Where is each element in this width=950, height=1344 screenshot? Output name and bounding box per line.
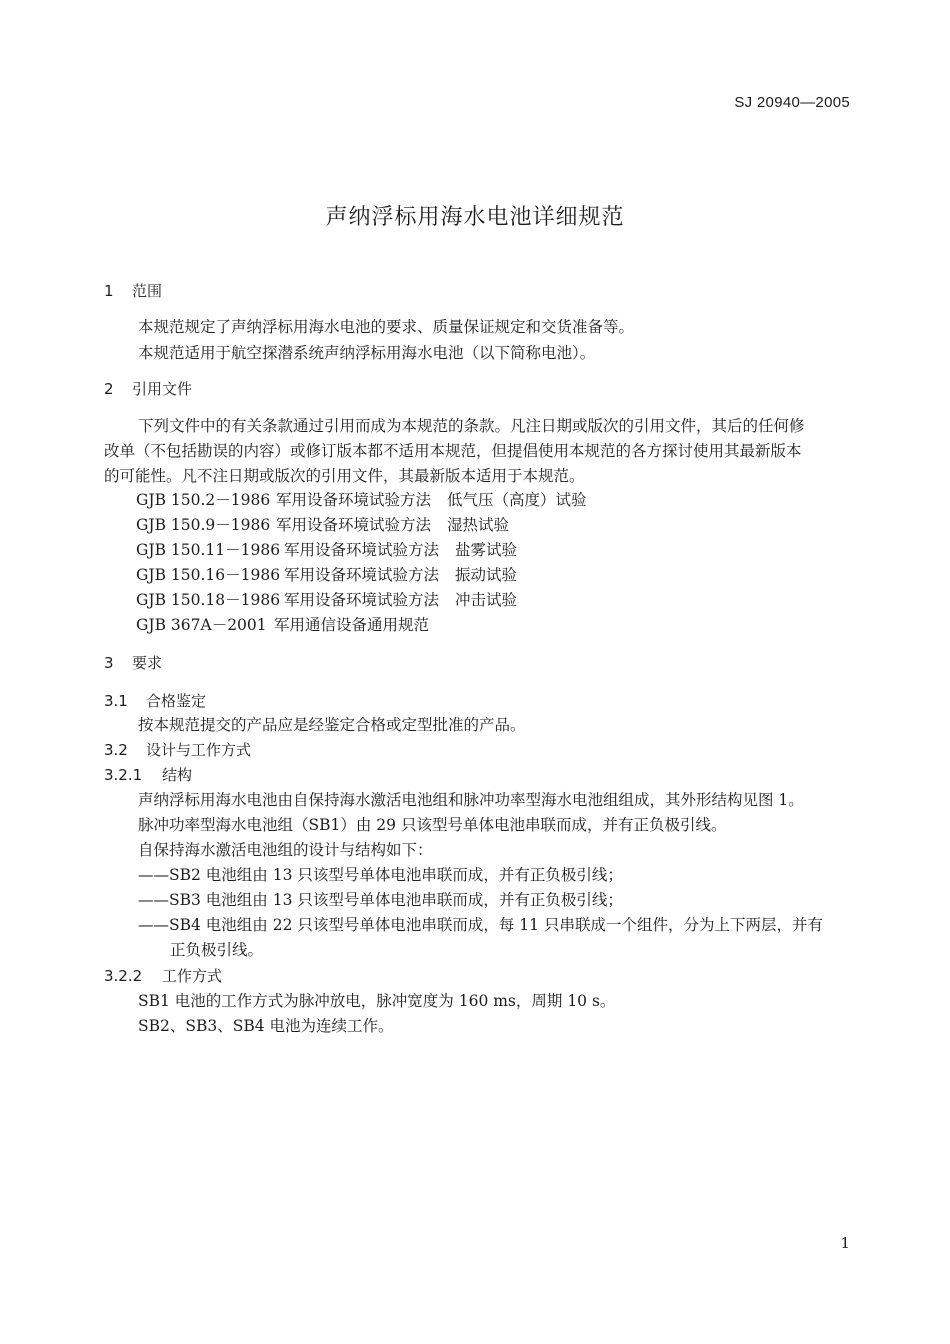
section-number: 2 (104, 380, 114, 398)
reference-code: GJB 150.16－1986 (136, 566, 281, 584)
section-title: 合格鉴定 (146, 692, 207, 710)
reference-title: 军用设备环境试验方法 (276, 491, 432, 509)
section-title: 要求 (132, 654, 163, 672)
reference-item (136, 613, 429, 637)
reference-subtitle: 振动试验 (455, 566, 518, 584)
reference-title: 军用设备环境试验方法 (284, 591, 440, 609)
section-2-heading (104, 377, 192, 401)
section-title: 引用文件 (132, 380, 193, 398)
reference-item (136, 488, 587, 512)
section-number: 3.2.1 (104, 766, 143, 784)
document-code: SJ 20940—2005 (734, 94, 850, 111)
section-title: 范围 (132, 282, 163, 300)
reference-title: 军用设备环境试验方法 (284, 566, 440, 584)
section-1-heading (104, 279, 162, 303)
section-number: 3.1 (104, 692, 128, 710)
paragraph-line: 改单（不包括勘误的内容）或修订版本都不适用本规范，但提倡使用本规范的各方探讨使用其最新版本 (104, 442, 802, 460)
page-number: 1 (840, 1234, 850, 1252)
paragraph: 自保持海水激活电池组的设计与结构如下： (138, 841, 433, 859)
section-number: 3.2 (104, 741, 128, 759)
paragraph: SB2、SB3、SB4 电池为连续工作。 (138, 1017, 394, 1035)
subsection-3-1-heading (104, 689, 206, 713)
section-number: 1 (104, 282, 114, 300)
paragraph: 脉冲功率型海水电池组（SB1）由 29 只该型号单体电池串联而成，并有正负极引线。 (138, 816, 727, 834)
reference-item (136, 513, 509, 537)
section-3-heading (104, 651, 162, 675)
paragraph: 按本规范提交的产品应是经鉴定合格或定型批准的产品。 (138, 716, 526, 734)
paragraph: 声纳浮标用海水电池由自保持海水激活电池组和脉冲功率型海水电池组组成，其外形结构见图 1。 (138, 791, 804, 809)
subsection-3-2-1-heading (104, 763, 192, 787)
reference-item (136, 538, 517, 562)
section-title: 设计与工作方式 (146, 741, 252, 759)
reference-item (136, 563, 517, 587)
list-item: ——SB4 电池组由 22 只该型号单体电池串联而成，每 11 只串联成一个组件，分为上下两层，并有 (138, 916, 823, 934)
subsection-3-2-2-heading (104, 964, 222, 988)
reference-code: GJB 150.9－1986 (136, 516, 271, 534)
reference-title: 军用设备环境试验方法 (284, 541, 440, 559)
paragraph-line: 下列文件中的有关条款通过引用而成为本规范的条款。凡注日期或版次的引用文件，其后的任何修 (138, 417, 805, 435)
reference-subtitle: 盐雾试验 (455, 541, 518, 559)
reference-code: GJB 150.18－1986 (136, 591, 281, 609)
paragraph: 本规范适用于航空探潜系统声纳浮标用海水电池（以下简称电池）。 (138, 344, 596, 362)
reference-code: GJB 367A－2001 (136, 616, 267, 634)
reference-code: GJB 150.11－1986 (136, 541, 281, 559)
section-number: 3 (104, 654, 114, 672)
paragraph-line: 的可能性。凡不注日期或版次的引用文件，其最新版本适用于本规范。 (104, 467, 585, 485)
reference-title: 军用设备环境试验方法 (276, 516, 432, 534)
reference-code: GJB 150.2－1986 (136, 491, 271, 509)
list-item: ——SB3 电池组由 13 只该型号单体电池串联而成，并有正负极引线； (138, 891, 623, 909)
section-title: 工作方式 (162, 967, 223, 985)
reference-item (136, 588, 517, 612)
reference-subtitle: 湿热试验 (447, 516, 510, 534)
reference-title: 军用通信设备通用规范 (274, 616, 430, 634)
section-number: 3.2.2 (104, 967, 143, 985)
paragraph: SB1 电池的工作方式为脉冲放电，脉冲宽度为 160 ms，周期 10 s。 (138, 992, 616, 1010)
reference-subtitle: 低气压（高度）试验 (447, 491, 587, 509)
list-item: ——SB2 电池组由 13 只该型号单体电池串联而成，并有正负极引线； (138, 866, 623, 884)
subsection-3-2-heading (104, 738, 251, 762)
document-title: 声纳浮标用海水电池详细规范 (325, 205, 625, 230)
section-title: 结构 (162, 766, 193, 784)
list-item-continuation: 正负极引线。 (170, 941, 264, 959)
reference-subtitle: 冲击试验 (455, 591, 518, 609)
paragraph: 本规范规定了声纳浮标用海水电池的要求、质量保证规定和交货准备等。 (138, 318, 635, 336)
